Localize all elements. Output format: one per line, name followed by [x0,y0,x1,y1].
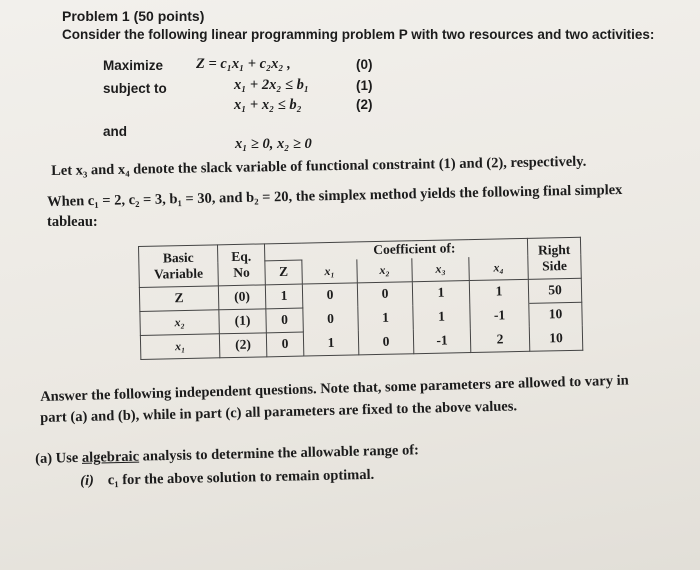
answer-text-line-1: Answer the following independent questions. Note that, some parameters are allowed to vary in [40,372,629,405]
and-label: and [103,124,128,139]
problem-intro: Consider the following linear programming problem P with two resources and two activities: [62,27,655,42]
basic-variable-header: Basic Variable [139,245,219,287]
constraint-2: x₁ + x₂ ≤ b₂ [234,97,302,113]
row-cell: 1 [265,284,302,309]
row-rhs: 50 [528,278,581,303]
row-cell: 0 [266,308,303,333]
equation-number-0: (0) [356,57,373,72]
row-cell: 1 [413,304,470,329]
right-side-header: Right Side [527,237,581,279]
row-cell: -1 [413,328,470,353]
algebraic-underlined: algebraic [81,448,140,466]
row-rhs: 10 [529,302,582,327]
row-cell: 0 [303,306,358,331]
row-cell: 1 [358,305,413,330]
column-header-x4: x₄ [469,255,528,280]
row-cell: 0 [357,281,412,306]
when-text-line-2: tableau: [47,214,98,230]
row-basic: Z [139,285,218,311]
row-basic: x₁ [140,333,219,359]
row-cell: 2 [470,327,529,352]
slack-variables-text: Let x₃ and x₄ denote the slack variable of functional constraint (1) and (2), respectively. [51,153,587,179]
row-cell: 0 [302,282,357,307]
column-header-z: Z [265,260,302,284]
subject-to-label: subject to [103,81,167,96]
column-header-x1: x₁ [302,259,357,284]
part-a-question: (a) Use algebraic analysis to determine the allowable range of: [35,442,420,467]
row-cell: 0 [266,332,303,357]
problem-title: Problem 1 (50 points) [62,8,205,24]
column-header-x3: x₃ [412,257,469,282]
coefficient-header: Coefficient of: [301,238,527,260]
row-eq: (0) [218,284,265,309]
row-cell: 1 [469,279,528,304]
simplex-tableau [138,237,583,360]
row-cell: -1 [470,303,529,328]
row-rhs: 10 [529,326,582,351]
objective-function: Z = c₁x₁ + c₂x₂ , [196,56,291,72]
when-text-line-1: When c₁ = 2, c₂ = 3, b₁ = 30, and b₂ = 20, the simplex method yields the following final simplex [47,181,623,210]
constraint-1: x₁ + 2x₂ ≤ b₁ [234,77,309,93]
equation-number-2: (2) [356,97,373,112]
row-eq: (1) [219,308,266,333]
row-cell: 0 [358,329,413,354]
equation-number-1: (1) [356,78,373,93]
row-basic: x₂ [140,309,219,335]
nonnegativity-constraints: x₁ ≥ 0, x₂ ≥ 0 [235,136,312,152]
eq-no-header: Eq. No [217,244,265,285]
answer-text-line-2: part (a) and (b), while in part (c) all parameters are fixed to the above values. [40,398,518,426]
row-cell: 1 [303,330,358,355]
maximize-label: Maximize [103,58,164,73]
column-header-x2: x₂ [357,258,412,283]
part-a-i-question: (i) c₁ for the above solution to remain optimal. [80,466,375,489]
row-cell: 1 [412,280,469,305]
row-eq: (2) [219,332,266,357]
